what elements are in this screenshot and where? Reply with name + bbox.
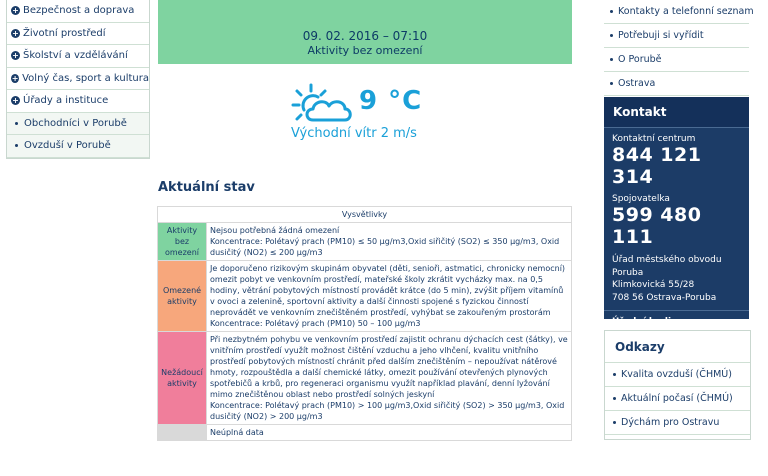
link-ostrava[interactable]: Ostrava — [604, 72, 749, 96]
link-o-porube[interactable]: O Porubě — [604, 48, 749, 72]
address-line: Úřad městského obvodu — [612, 255, 722, 265]
legend-label-grey — [158, 425, 207, 441]
contact-switch-number[interactable]: 599 480 111 — [612, 204, 702, 248]
address-line: Klimkovická 55/28 — [612, 280, 695, 290]
link-dycham-pro-ostravu[interactable]: Dýchám pro Ostravu — [605, 411, 750, 435]
plus-icon: + — [12, 6, 19, 16]
contact-switch-label: Spojovatelka — [612, 194, 670, 204]
link-aktualni-pocasi[interactable]: Aktuální počasí (ČHMÚ) — [605, 387, 750, 411]
contact-centre-number[interactable]: 844 121 314 — [612, 144, 702, 188]
nav-item-zivotni-prostredi[interactable] — [7, 23, 149, 46]
nav-item-bezpecnost[interactable] — [7, 0, 149, 23]
link-potrebuji[interactable]: Potřebuji si vyřídit — [604, 24, 749, 48]
legend-concentration: Koncentrace: Polétavý prach (PM10) > 100 µg/m3,Oxid siřičitý (SO2) > 350 µg/m3, Oxid dusičitý (NO2) > 200 µg/m3 — [210, 401, 565, 421]
address-line: Poruba — [612, 267, 644, 278]
contact-centre-label: Kontaktní centrum — [612, 134, 696, 144]
nav-item-skolstvi[interactable] — [7, 45, 149, 68]
plus-icon: + — [11, 73, 19, 83]
address-line: 708 56 Ostrava-Poruba — [612, 292, 717, 303]
legend-text: Je doporučeno rizikovým skupinám obyvatel (děti, senioři, astmatici, chronicky nemocní) omezit pobyt ve venkovním prostředí, mateřské školy zkrátit vycházky max. na 0,5 hodiny, větrání pobytových místností provádět krátce (do 5 min), zvýšit příjem vitamínů v ovoci a zelenině, sportovní aktivity a další činnosti spojené s fyzickou činností neprovádět ve venkovním znečištěném prostředí, vyhýbat se zakouřeným prostorám — [210, 264, 566, 317]
sun-cloud-icon — [291, 82, 355, 126]
weather-widget — [291, 82, 471, 142]
legend-label-pink: Nežádoucí aktivity — [158, 332, 207, 425]
plus-icon: + — [12, 28, 19, 38]
nav-item-label: Bezpečnost a doprava — [23, 5, 135, 17]
nav-item-label: Úřady a instituce — [23, 95, 109, 107]
nav-item-volny-cas[interactable] — [7, 68, 149, 91]
table-row — [158, 223, 572, 261]
nav-item-obchodnici[interactable] — [7, 113, 149, 136]
link-kontakty[interactable]: Kontakty a telefonní seznam — [604, 0, 749, 24]
legend-concentration: Koncentrace: Polétavý prach (PM10) 50 – 100 µg/m3 — [210, 319, 421, 328]
bullet-icon — [15, 122, 18, 125]
legend-label-orange: Omezené aktivity — [158, 261, 207, 332]
wind-info: Východní vítr 2 m/s — [291, 126, 417, 141]
legend-text: Nejsou potřebná žádná omezení — [210, 226, 340, 235]
bullet-icon — [15, 144, 18, 147]
legend-label-green: Aktivity bez omezení — [158, 223, 207, 261]
nav-item-label: Životní prostředí — [23, 27, 106, 39]
temperature: 9 °C — [359, 86, 423, 116]
right-links — [604, 0, 754, 96]
links-box — [604, 330, 751, 440]
nav-item-label: Volný čas, sport a kultura — [22, 72, 149, 84]
legend-desc — [207, 425, 572, 441]
plus-icon: + — [12, 51, 19, 61]
link-kvalita-ovzdusi[interactable]: Kvalita ovzduší (ČHMÚ) — [605, 363, 750, 387]
nav-item-label: Ovzduší v Porubě — [24, 140, 111, 152]
contact-box — [604, 97, 749, 327]
legend-text: Neúplná data — [210, 428, 264, 437]
contact-title: Kontakt — [604, 97, 749, 128]
table-row — [158, 261, 572, 332]
legend-desc — [207, 223, 572, 261]
nav-item-label: Školství a vzdělávání — [23, 50, 128, 62]
nav-item-ovzdusi[interactable] — [7, 135, 149, 158]
legend-header: Vysvětlivky — [158, 207, 572, 223]
table-row — [158, 425, 572, 441]
nav-item-label: Obchodníci v Porubě — [24, 117, 127, 129]
banner-datetime: 09. 02. 2016 – 07:10 — [302, 29, 428, 43]
table-row — [158, 332, 572, 425]
nav-item-urady[interactable] — [7, 90, 149, 113]
legend-desc — [207, 261, 572, 332]
legend-header-row — [158, 207, 572, 223]
left-navigation — [6, 0, 150, 159]
links-title: Odkazy — [605, 331, 750, 363]
plus-icon: + — [12, 96, 19, 106]
contact-address — [604, 254, 749, 304]
banner-activity: Aktivity bez omezení — [307, 44, 423, 57]
section-title: Aktuální stav — [158, 180, 255, 195]
legend-desc — [207, 332, 572, 425]
legend-text: Při nezbytném pohybu ve venkovním prostředí zajistit ochranu dýchacích cest (šátky), ve vnitřním prostředí využít možnost čištění vzduchu a jeho vlhčení, kvalitu vnitřního prostředí pobytových místností chránit před dalším znečištěním – nepoužívat nátěrové hmoty, rozpouštědla a další chemické látky, omezit používání otevřených plynových spotřebičů a krbů, pro regeneraci organismu využít například plavání, denní lyžování mimo znečištěnou oblast nebo prostředí solných jeskyní — [210, 335, 568, 399]
legend-concentration: Koncentrace: Polétavý prach (PM10) ≤ 50 µg/m3,Oxid siřičitý (SO2) ≤ 350 µg/m3, Oxid dusičitý (NO2) ≤ 200 µg/m3 — [210, 237, 560, 257]
office-hours-link[interactable]: Úřední hodiny » — [604, 310, 749, 327]
air-quality-banner — [158, 0, 572, 64]
legend-table — [157, 206, 572, 441]
